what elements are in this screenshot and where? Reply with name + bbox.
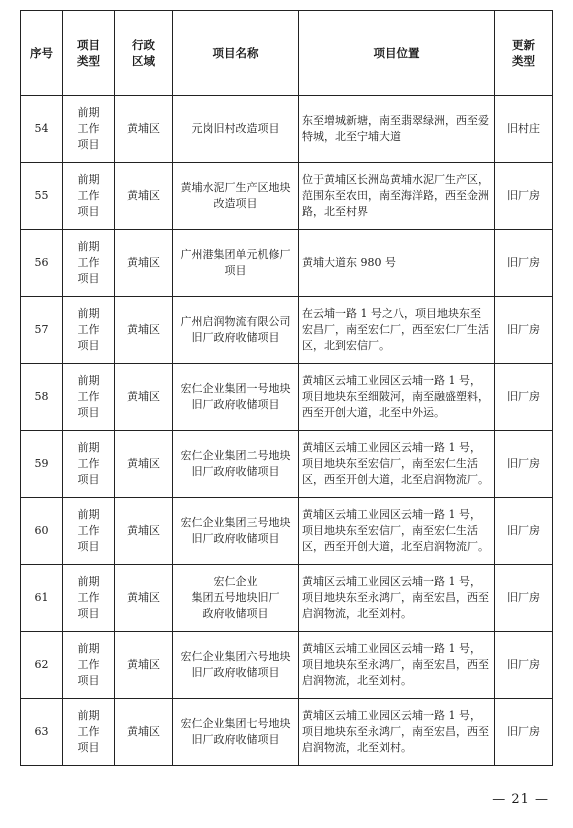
cell-seq: 61 — [21, 565, 63, 632]
cell-update-type: 旧村庄 — [495, 96, 553, 163]
cell-type: 前期 工作 项目 — [63, 565, 115, 632]
cell-location: 黄埔大道东 980 号 — [299, 230, 495, 297]
table-row — [21, 699, 553, 766]
table-row — [21, 498, 553, 565]
table-row — [21, 230, 553, 297]
cell-update-type: 旧厂房 — [495, 297, 553, 364]
header-location: 项目位置 — [299, 11, 495, 96]
cell-type: 前期 工作 项目 — [63, 431, 115, 498]
cell-seq: 58 — [21, 364, 63, 431]
cell-region: 黄埔区 — [115, 297, 173, 364]
table-header — [21, 11, 553, 96]
cell-update-type: 旧厂房 — [495, 163, 553, 230]
cell-type: 前期 工作 项目 — [63, 297, 115, 364]
header-update-type: 更新 类型 — [495, 11, 553, 96]
page-number: — 21 — — [492, 792, 549, 807]
cell-name: 元岗旧村改造项目 — [173, 96, 299, 163]
cell-location: 东至增城新塘，南至翡翠绿洲，西至爱特城，北至宁埔大道 — [299, 96, 495, 163]
cell-region: 黄埔区 — [115, 230, 173, 297]
header-type: 项目 类型 — [63, 11, 115, 96]
cell-type: 前期 工作 项目 — [63, 498, 115, 565]
cell-region: 黄埔区 — [115, 364, 173, 431]
cell-location: 在云埔一路 1 号之八，项目地块东至宏昌厂，南至宏仁厂，西至宏仁厂生活区，北到宏信厂。 — [299, 297, 495, 364]
cell-region: 黄埔区 — [115, 96, 173, 163]
cell-type: 前期 工作 项目 — [63, 163, 115, 230]
cell-region: 黄埔区 — [115, 632, 173, 699]
cell-seq: 54 — [21, 96, 63, 163]
cell-update-type: 旧厂房 — [495, 498, 553, 565]
cell-location: 黄埔区云埔工业园区云埔一路 1 号，项目地块东至宏信厂，南至宏仁生活区，西至开创大道，北至启润物流厂。 — [299, 431, 495, 498]
cell-name: 宏仁企业 集团五号地块旧厂 政府收储项目 — [173, 565, 299, 632]
cell-name: 宏仁企业集团六号地块旧厂政府收储项目 — [173, 632, 299, 699]
header-seq: 序号 — [21, 11, 63, 96]
cell-name: 广州港集团单元机修厂项目 — [173, 230, 299, 297]
header-name: 项目名称 — [173, 11, 299, 96]
cell-type: 前期 工作 项目 — [63, 699, 115, 766]
table-body — [21, 96, 553, 766]
cell-type: 前期 工作 项目 — [63, 632, 115, 699]
cell-region: 黄埔区 — [115, 498, 173, 565]
cell-location: 黄埔区云埔工业园区云埔一路 1 号，项目地块东至宏信厂，南至宏仁生活区，西至开创大道，北至启润物流厂。 — [299, 498, 495, 565]
header-row — [21, 11, 553, 96]
cell-name: 宏仁企业集团七号地块旧厂政府收储项目 — [173, 699, 299, 766]
header-region: 行政 区域 — [115, 11, 173, 96]
cell-seq: 60 — [21, 498, 63, 565]
cell-name: 宏仁企业集团三号地块旧厂政府收储项目 — [173, 498, 299, 565]
cell-region: 黄埔区 — [115, 163, 173, 230]
cell-location: 黄埔区云埔工业园区云埔一路 1 号，项目地块东至永鸿厂，南至宏昌，西至启润物流，北至刘村。 — [299, 565, 495, 632]
cell-type: 前期 工作 项目 — [63, 364, 115, 431]
cell-seq: 57 — [21, 297, 63, 364]
cell-location: 位于黄埔区长洲岛黄埔水泥厂生产区，范围东至农田，南至海洋路，西至金洲路，北至村界 — [299, 163, 495, 230]
cell-name: 广州启润物流有限公司 旧厂政府收储项目 — [173, 297, 299, 364]
table-row — [21, 431, 553, 498]
table-row — [21, 632, 553, 699]
cell-seq: 56 — [21, 230, 63, 297]
cell-name: 宏仁企业集团二号地块旧厂政府收储项目 — [173, 431, 299, 498]
table-row — [21, 565, 553, 632]
table-row — [21, 364, 553, 431]
cell-seq: 59 — [21, 431, 63, 498]
cell-seq: 55 — [21, 163, 63, 230]
cell-region: 黄埔区 — [115, 699, 173, 766]
cell-seq: 63 — [21, 699, 63, 766]
cell-location: 黄埔区云埔工业园区云埔一路 1 号，项目地块东至永鸿厂，南至宏昌，西至启润物流，北至刘村。 — [299, 699, 495, 766]
cell-update-type: 旧厂房 — [495, 565, 553, 632]
project-table — [20, 10, 553, 766]
cell-name: 黄埔水泥厂生产区地块改造项目 — [173, 163, 299, 230]
cell-name: 宏仁企业集团一号地块旧厂政府收储项目 — [173, 364, 299, 431]
cell-region: 黄埔区 — [115, 565, 173, 632]
table-row — [21, 297, 553, 364]
cell-update-type: 旧厂房 — [495, 632, 553, 699]
cell-location: 黄埔区云埔工业园区云埔一路 1 号，项目地块东至永鸿厂，南至宏昌，西至启润物流，北至刘村。 — [299, 632, 495, 699]
cell-type: 前期 工作 项目 — [63, 230, 115, 297]
cell-type: 前期 工作 项目 — [63, 96, 115, 163]
table-row — [21, 163, 553, 230]
cell-region: 黄埔区 — [115, 431, 173, 498]
cell-update-type: 旧厂房 — [495, 230, 553, 297]
cell-update-type: 旧厂房 — [495, 699, 553, 766]
table-row — [21, 96, 553, 163]
cell-location: 黄埔区云埔工业园区云埔一路 1 号，项目地块东至细陂河，南至融盛塑料，西至开创大道，北至中外运。 — [299, 364, 495, 431]
cell-update-type: 旧厂房 — [495, 431, 553, 498]
cell-seq: 62 — [21, 632, 63, 699]
cell-update-type: 旧厂房 — [495, 364, 553, 431]
